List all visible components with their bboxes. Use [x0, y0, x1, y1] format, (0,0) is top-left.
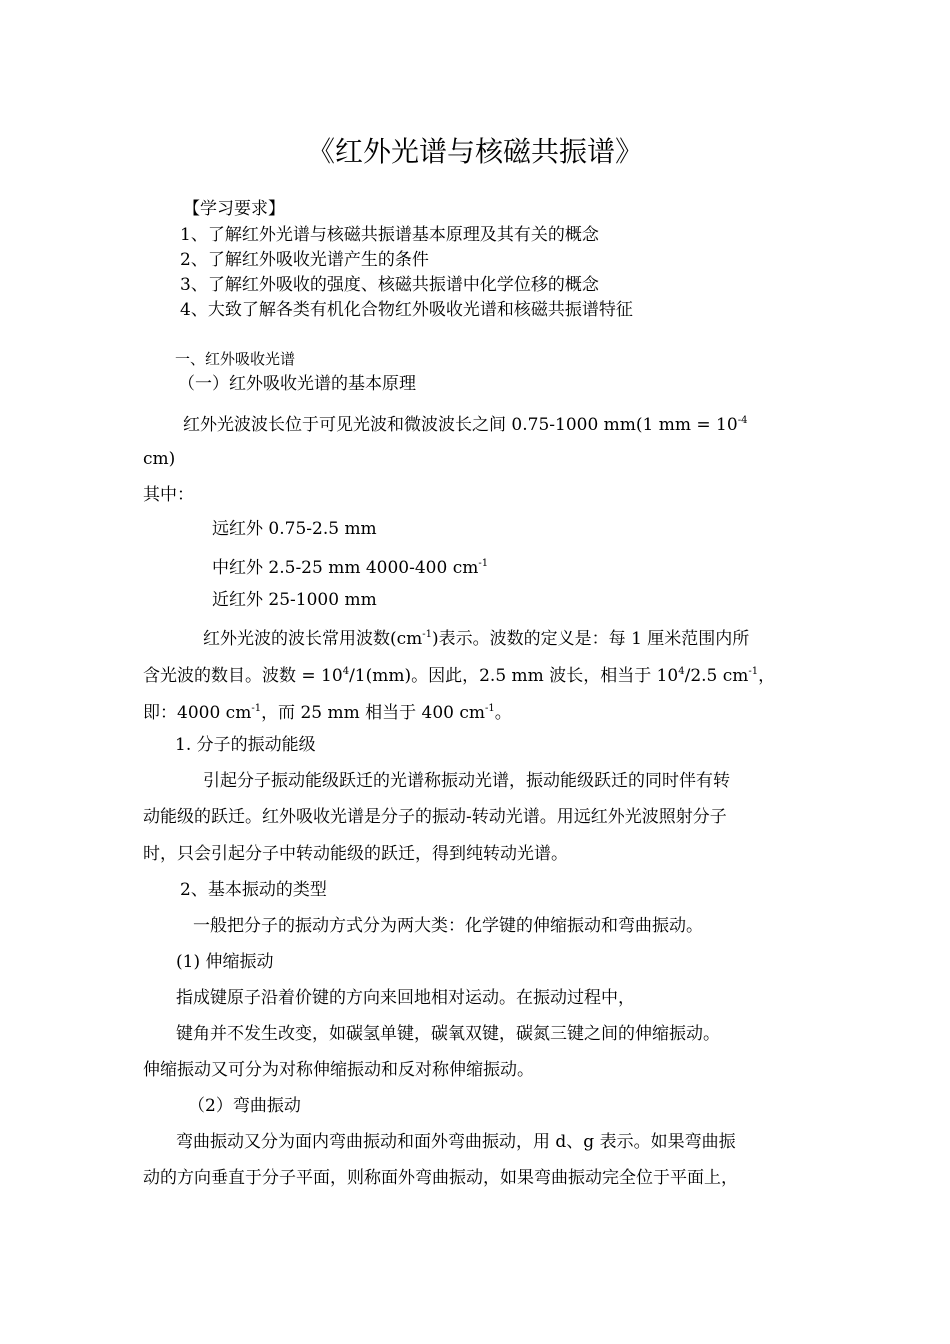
paragraph-line: 伸缩振动又可分为对称伸缩振动和反对称伸缩振动。	[143, 1060, 534, 1080]
paragraph-line: 键角并不发生改变，如碳氢单键，碳氧双键，碳氮三键之间的伸缩振动。	[176, 1024, 720, 1044]
paragraph-line: 指成键原子沿着价键的方向来回地相对运动。在振动过程中，	[176, 988, 635, 1008]
paragraph-line: 一般把分子的振动方式分为两大类：化学键的伸缩振动和弯曲振动。	[193, 916, 703, 936]
subsection-heading: （一）红外吸收光谱的基本原理	[178, 374, 416, 394]
subheading: （2）弯曲振动	[188, 1096, 301, 1116]
paragraph-line: 引起分子振动能级跃迁的光谱称振动光谱，振动能级跃迁的同时伴有转	[203, 771, 730, 791]
section-heading: 一、红外吸收光谱	[175, 350, 296, 368]
paragraph-line: 红外光波波长位于可见光波和微波波长之间 0.75-1000 mm(1 mm = $10^{-4}$	[183, 415, 748, 435]
requirement-item: 4、大致了解各类有机化合物红外吸收光谱和核磁共振谱特征	[180, 300, 633, 320]
paragraph-line: 动能级的跃迁。红外吸收光谱是分子的振动-转动光谱。用远红外光波照射分子	[143, 807, 727, 827]
requirement-item: 3、了解红外吸收的强度、核磁共振谱中化学位移的概念	[180, 275, 599, 295]
requirement-item: 1、了解红外光谱与核磁共振谱基本原理及其有关的概念	[180, 225, 599, 245]
subheading: 2、基本振动的类型	[180, 880, 327, 900]
requirement-item: 2、了解红外吸收光谱产生的条件	[180, 250, 429, 270]
subheading: 1. 分子的振动能级	[175, 735, 316, 755]
paragraph-line: 弯曲振动又分为面内弯曲振动和面外弯曲振动，用 d、g 表示。如果弯曲振	[176, 1132, 736, 1152]
page-title: 《红外光谱与核磁共振谱》	[306, 135, 643, 168]
range-mid-ir: 中红外 2.5-25 mm 4000-400 $cm^{-1}$	[212, 558, 489, 578]
paragraph-line: 动的方向垂直于分子平面，则称面外弯曲振动，如果弯曲振动完全位于平面上，	[143, 1168, 738, 1188]
paragraph-line: 时，只会引起分子中转动能级的跃迁，得到纯转动光谱。	[143, 844, 568, 864]
range-near-ir: 近红外 25-1000 mm	[212, 590, 377, 610]
requirements-heading: 【学习要求】	[183, 199, 285, 219]
paragraph-line: 含光波的数目。波数 = $10^4/1(mm)$。因此，2.5 mm 波长，相当于 $10^4/2.5$ $cm^{-1}$，	[143, 666, 776, 686]
paragraph-line: cm)	[143, 449, 176, 469]
paragraph-line: 即：4000 $cm^{-1}$，而 25 mm 相当于 400 $cm^{-1}$。	[143, 703, 512, 723]
paragraph-line: 其中：	[143, 485, 194, 505]
subheading: (1) 伸缩振动	[176, 952, 274, 972]
paragraph-line: 红外光波的波长常用波数$(cm^{-1})$表示。波数的定义是：每 1 厘米范围内所	[203, 629, 750, 649]
range-far-ir: 远红外 0.75-2.5 mm	[212, 519, 377, 539]
